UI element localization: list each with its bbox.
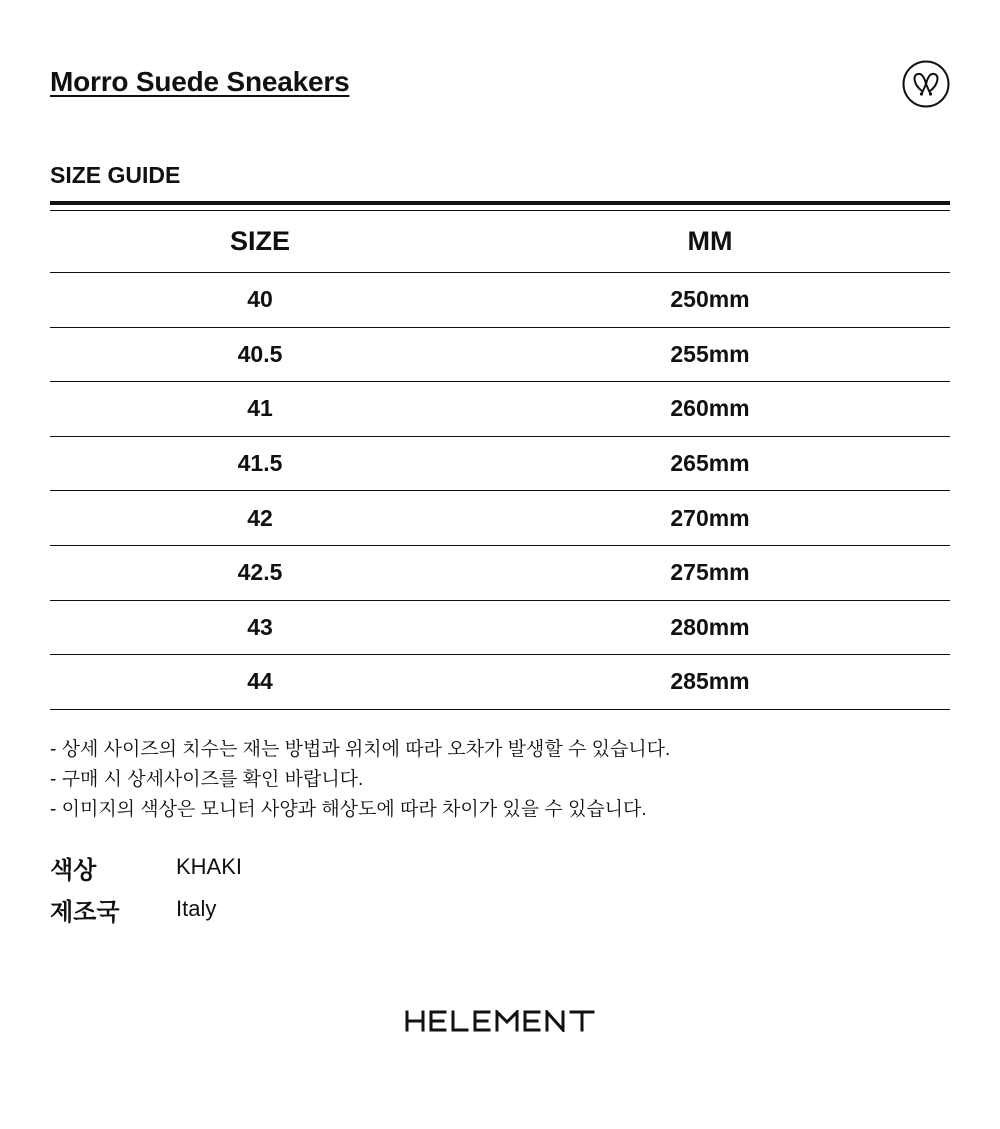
size-cell: 43 [50, 600, 470, 655]
table-row [50, 545, 950, 600]
note-item: - 상세 사이즈의 치수는 재는 방법과 위치에 따라 오차가 발생할 수 있습니다. [50, 739, 671, 760]
column-header-size: SIZE [50, 211, 470, 273]
size-cell: 40 [50, 273, 470, 328]
mm-cell: 275mm [470, 545, 950, 600]
mm-cell: 270mm [470, 491, 950, 546]
spec-value: Italy [176, 896, 217, 921]
table-row [50, 273, 950, 328]
size-cell: 41 [50, 382, 470, 437]
size-guide-table-wrapper [50, 201, 950, 710]
mm-cell: 260mm [470, 382, 950, 437]
product-specs [50, 846, 242, 930]
size-notes [50, 735, 670, 825]
table-row [50, 655, 950, 710]
product-title: Morro Suede Sneakers [50, 66, 350, 97]
spec-row-origin [50, 888, 242, 930]
column-header-mm: MM [470, 211, 950, 273]
brand-wordmark-logo [405, 1010, 595, 1032]
size-guide-table [50, 210, 950, 710]
table-row [50, 327, 950, 382]
note-item: - 이미지의 색상은 모니터 사양과 해상도에 따라 차이가 있을 수 있습니다. [50, 799, 647, 820]
spec-value: KHAKI [176, 854, 243, 879]
mm-cell: 285mm [470, 655, 950, 710]
note-item: - 구매 시 상세사이즈를 확인 바랍니다. [50, 769, 364, 790]
spec-row-color [50, 846, 242, 888]
mm-cell: 280mm [470, 600, 950, 655]
table-row [50, 491, 950, 546]
spec-label: 제조국 [50, 898, 120, 926]
size-cell: 44 [50, 655, 470, 710]
size-cell: 42 [50, 491, 470, 546]
size-guide-title: SIZE GUIDE [50, 162, 181, 188]
table-row [50, 436, 950, 491]
mm-cell: 265mm [470, 436, 950, 491]
table-header-row [50, 211, 950, 273]
mm-cell: 250mm [470, 273, 950, 328]
spec-label: 색상 [50, 856, 97, 884]
table-row [50, 600, 950, 655]
size-cell: 42.5 [50, 545, 470, 600]
size-cell: 41.5 [50, 436, 470, 491]
mm-cell: 255mm [470, 327, 950, 382]
size-cell: 40.5 [50, 327, 470, 382]
brand-emblem-icon [902, 60, 950, 108]
table-row [50, 382, 950, 437]
